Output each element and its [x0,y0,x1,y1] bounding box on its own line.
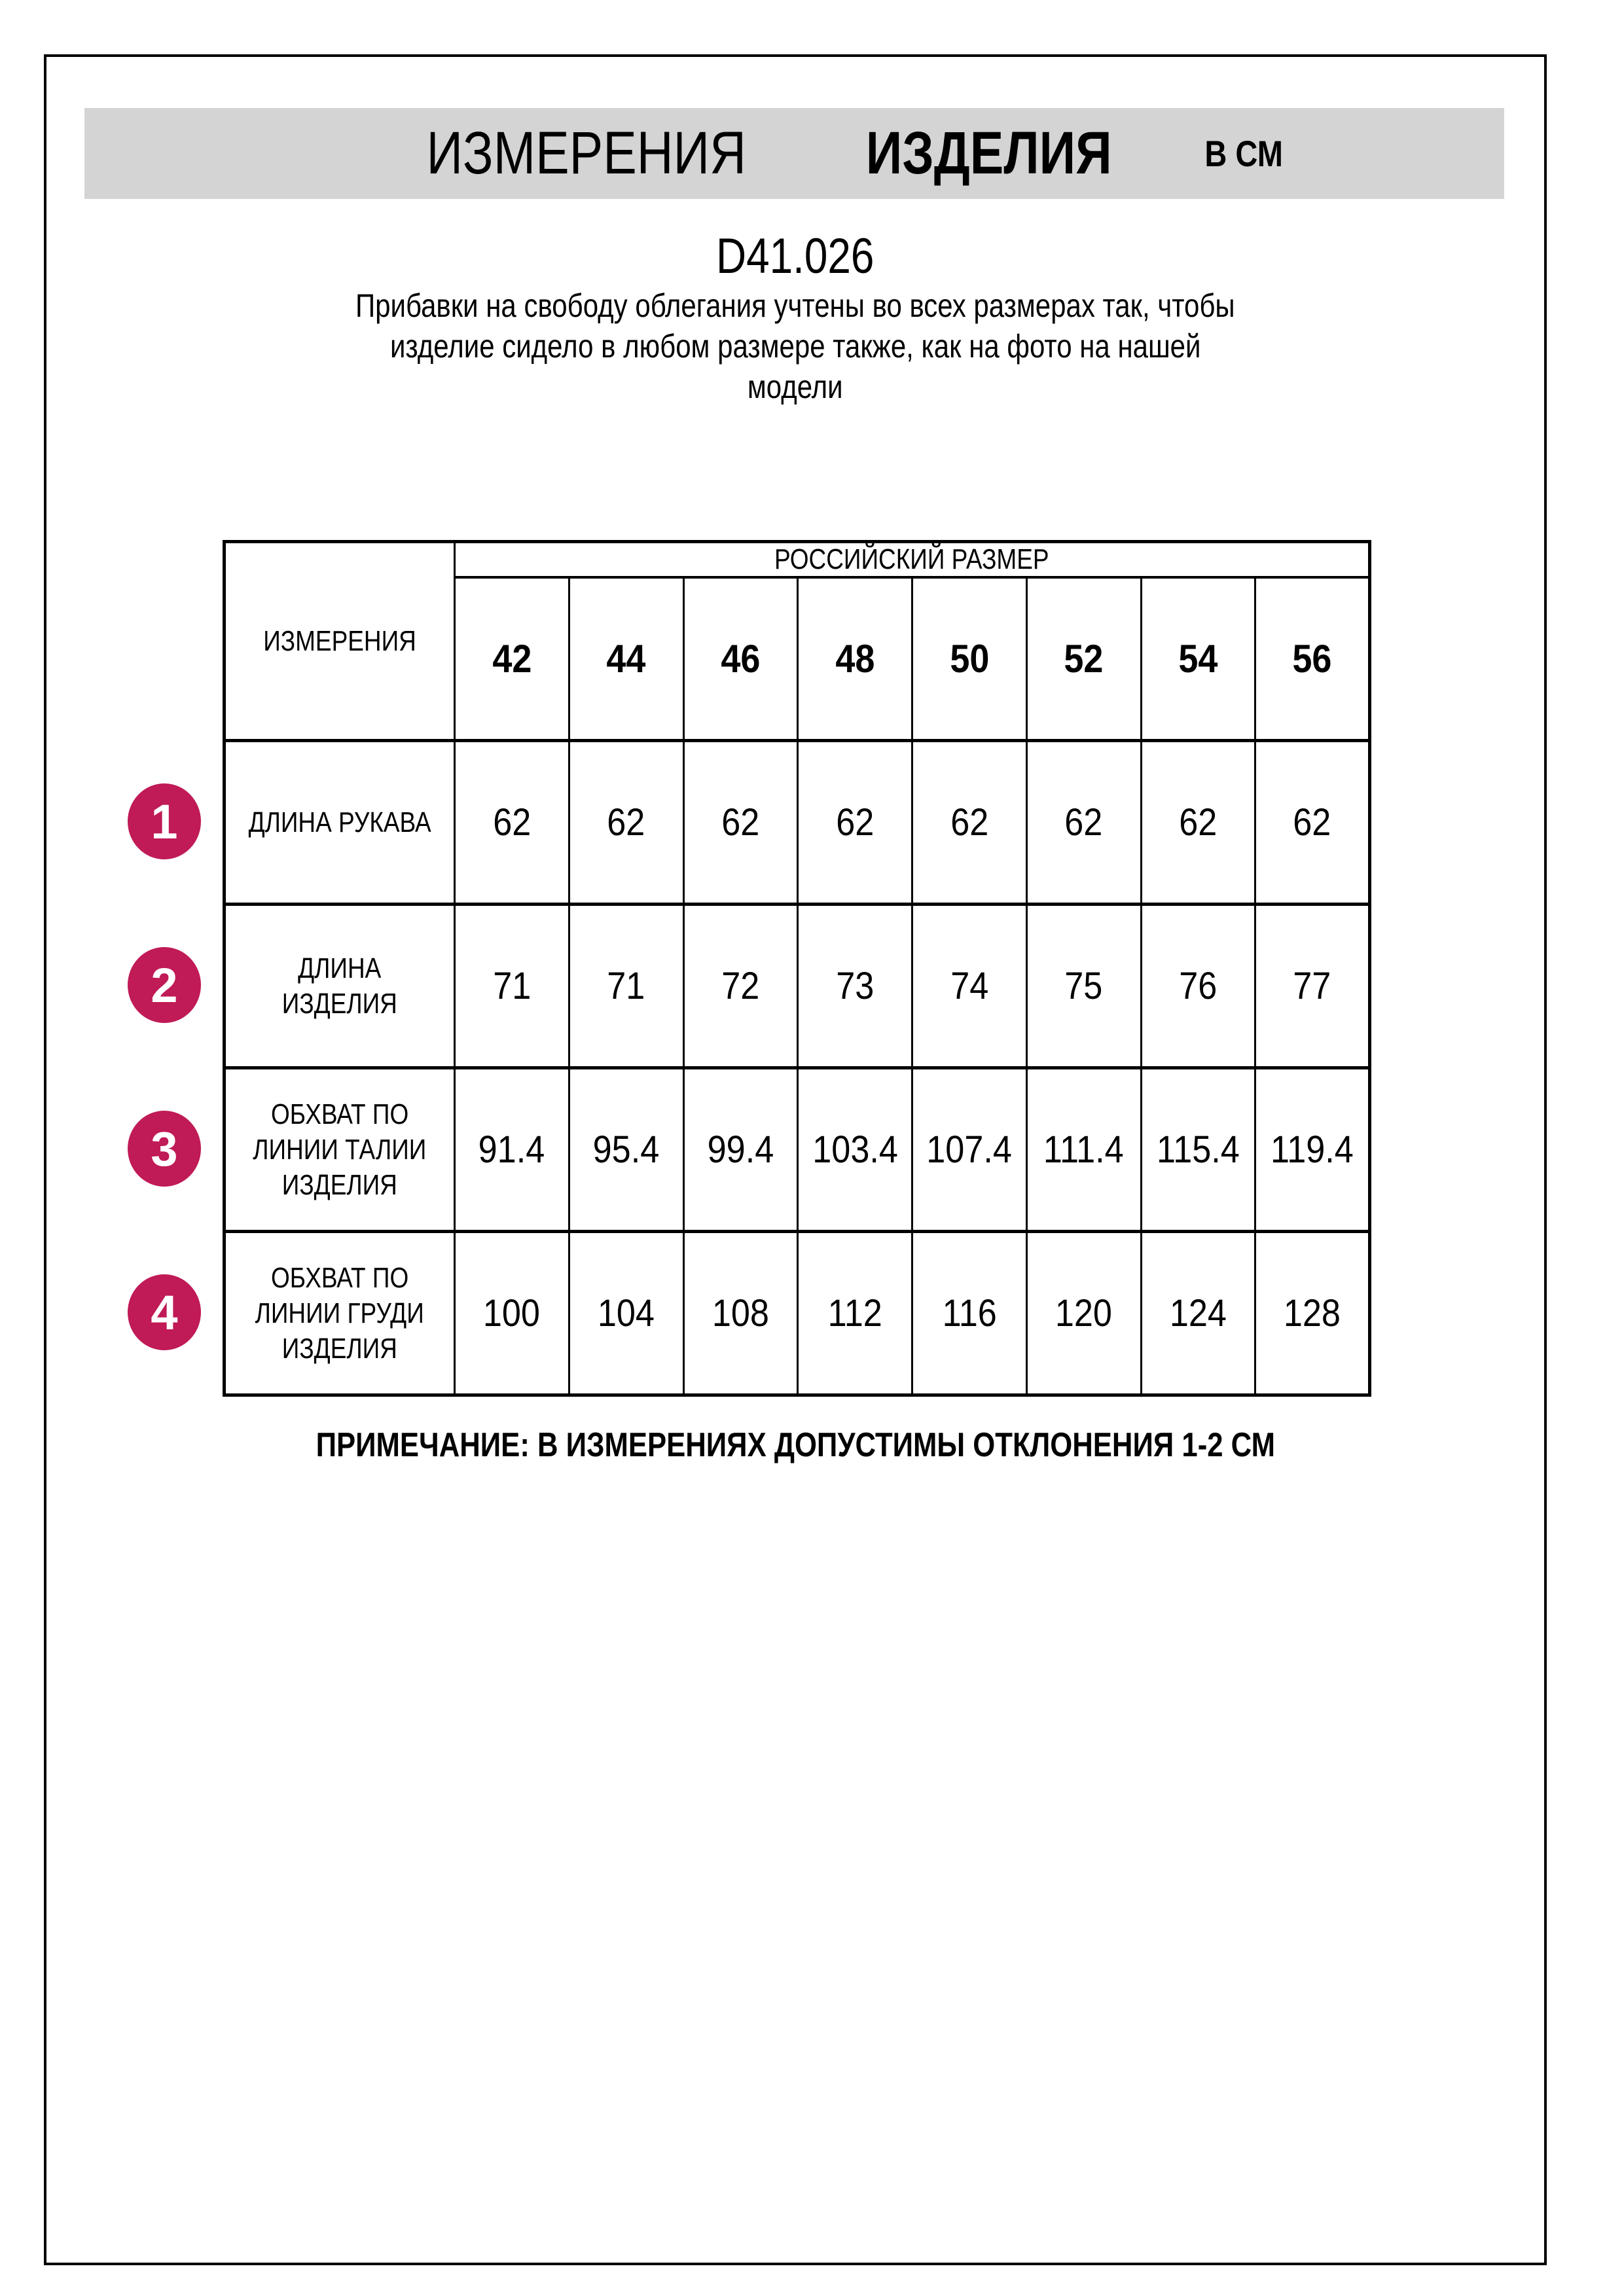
measurement-row [225,905,1370,1068]
measurement-label-line [226,1097,454,1132]
measurement-value: 62 [950,801,988,844]
measurement-value-cell [798,1068,912,1232]
measurement-value-cell [1026,1068,1141,1232]
intro-line-3 [0,367,1591,407]
measurement-label-line [226,1331,454,1367]
measurement-value: 71 [607,965,645,1007]
measurement-value: 62 [492,801,531,844]
measurement-value: 75 [1064,965,1103,1007]
measurement-value: 100 [483,1292,541,1335]
header-row-russian-size [225,542,1370,578]
size-header-cell [683,577,798,741]
measurement-value-cell [455,1068,569,1232]
size-header-cell [1141,577,1255,741]
row-number-badge [128,783,201,859]
size-value: 42 [492,637,532,681]
measurement-value-cell [569,1068,683,1232]
measurement-value-cell [798,905,912,1068]
measurement-value-cell [798,1232,912,1395]
measurement-value: 103.4 [812,1128,898,1171]
measurement-label-text: ЛИНИИ ГРУДИ [255,1297,425,1329]
measurement-label-text: ИЗДЕЛИЯ [281,1332,398,1365]
measurement-label-line [226,1261,454,1296]
row-number-badge [128,947,201,1023]
row-number: 3 [151,1121,178,1176]
measurement-value: 116 [942,1292,997,1335]
title-band [84,108,1504,199]
measurement-value: 124 [1169,1292,1227,1335]
size-value: 46 [721,637,761,681]
row-number: 2 [151,958,178,1013]
size-value: 56 [1292,637,1332,681]
measurement-value-cell [683,741,798,905]
intro-line-text: изделие сидело в любом размере также, как на фото на нашей [389,328,1201,365]
measurement-label-line [226,1296,454,1331]
measurement-label-cell [225,905,455,1068]
measurement-label-text: ДЛИНА [298,952,382,984]
measurement-value-cell [798,741,912,905]
title-product: ИЗДЕЛИЯ [865,120,1112,187]
size-value: 54 [1178,637,1218,681]
measurement-value-cell [455,1232,569,1395]
measurement-value: 112 [827,1292,882,1335]
measurement-value: 119.4 [1271,1128,1354,1171]
row-number-badge [128,1111,201,1187]
measurement-value-cell [1255,741,1370,905]
size-table-body [225,542,1370,1395]
measurement-value-cell [569,905,683,1068]
size-header-cell [455,577,569,741]
size-table [223,540,1371,1397]
corner-label-cell [225,542,455,741]
measurement-label-line [226,805,454,840]
note-line [0,1426,1591,1465]
measurement-label-cell [225,1232,455,1395]
measurement-label-text: ИЗДЕЛИЯ [281,1168,398,1201]
measurement-value: 62 [836,801,875,844]
size-value: 44 [606,637,646,681]
measurement-value-cell [1141,1232,1255,1395]
measurement-value: 111.4 [1043,1128,1125,1171]
measurement-value: 115.4 [1156,1128,1240,1171]
measurement-label-line [226,951,454,986]
measurement-value: 104 [598,1292,655,1335]
russian-size-header [455,542,1370,578]
measurement-value-cell [1026,905,1141,1068]
measurement-value: 62 [1179,801,1218,844]
measurement-row [225,741,1370,905]
measurement-row [225,1068,1370,1232]
measurement-value-cell [455,905,569,1068]
measurement-value: 99.4 [707,1128,774,1171]
measurement-value-cell [683,905,798,1068]
measurement-label-line [226,1132,454,1168]
measurement-value: 71 [492,965,531,1007]
article-code-line [0,228,1591,285]
measurement-value: 62 [1293,801,1331,844]
size-header-cell [912,577,1027,741]
measurement-value-cell [1026,1232,1141,1395]
measurement-value-cell [1255,1068,1370,1232]
note-text: ПРИМЕЧАНИЕ: В ИЗМЕРЕНИЯХ ДОПУСТИМЫ ОТКЛОНЕНИЯ 1-2 СМ [316,1426,1275,1464]
size-header-cell [1255,577,1370,741]
intro-line-2 [0,326,1591,367]
measurement-label-line [226,986,454,1022]
row-number-badge [128,1274,201,1350]
measurement-value-cell [912,1068,1027,1232]
measurement-value: 128 [1284,1292,1341,1335]
size-header-cell [1026,577,1141,741]
size-value: 48 [835,637,875,681]
intro-line-1 [0,285,1591,326]
size-header-cell [569,577,683,741]
measurement-label-text: ИЗДЕЛИЯ [281,987,398,1020]
intro-line-text: модели [748,368,843,405]
intro-text [0,285,1591,407]
measurement-value: 107.4 [926,1128,1013,1171]
measurement-value: 120 [1055,1292,1113,1335]
measurement-label-line [226,1168,454,1203]
size-header-cell [798,577,912,741]
measurement-value: 72 [721,965,760,1007]
size-value: 52 [1064,637,1104,681]
measurement-value-cell [912,905,1027,1068]
measurement-label-text: ЛИНИИ ТАЛИИ [253,1133,427,1166]
measurement-value: 108 [712,1292,769,1335]
measurement-value: 91.4 [478,1128,545,1171]
measurement-value: 74 [950,965,988,1007]
intro-line-text: Прибавки на свободу облегания учтены во всех размерах так, чтобы [355,287,1235,324]
measurement-value-cell [1255,905,1370,1068]
measurement-row [225,1232,1370,1395]
measurement-value: 62 [721,801,760,844]
measurement-value-cell [1255,1232,1370,1395]
title-units: В СМ [1204,133,1284,174]
measurement-value: 76 [1179,965,1218,1007]
measurement-value-cell [1026,741,1141,905]
measurement-label-cell [225,741,455,905]
measurement-value-cell [455,741,569,905]
measurement-value-cell [912,741,1027,905]
measurement-label-text: ДЛИНА РУКАВА [248,806,431,838]
measurement-value: 77 [1293,965,1331,1007]
measurement-value: 95.4 [592,1128,660,1171]
measurement-value-cell [683,1232,798,1395]
measurement-value: 73 [836,965,875,1007]
row-number: 1 [151,794,178,849]
measurement-value-cell [912,1232,1027,1395]
measurement-label-cell [225,1068,455,1232]
measurement-value: 62 [607,801,645,844]
size-table-wrap [223,540,1371,1397]
article-code: D41.026 [716,228,875,284]
measurement-value-cell [683,1068,798,1232]
measurement-value-cell [1141,905,1255,1068]
measurement-label-text: ОБХВАТ ПО [270,1098,409,1130]
measurement-value-cell [1141,741,1255,905]
corner-label: ИЗМЕРЕНИЯ [263,624,416,657]
measurement-label-text: ОБХВАТ ПО [270,1261,409,1294]
measurement-value-cell [569,1232,683,1395]
measurement-value: 62 [1064,801,1103,844]
size-value: 50 [949,637,989,681]
title-measurements: ИЗМЕРЕНИЯ [426,120,747,187]
measurement-value-cell [1141,1068,1255,1232]
russian-size-label: РОССИЙСКИЙ РАЗМЕР [774,543,1049,575]
measurement-value-cell [569,741,683,905]
row-number: 4 [151,1285,178,1340]
